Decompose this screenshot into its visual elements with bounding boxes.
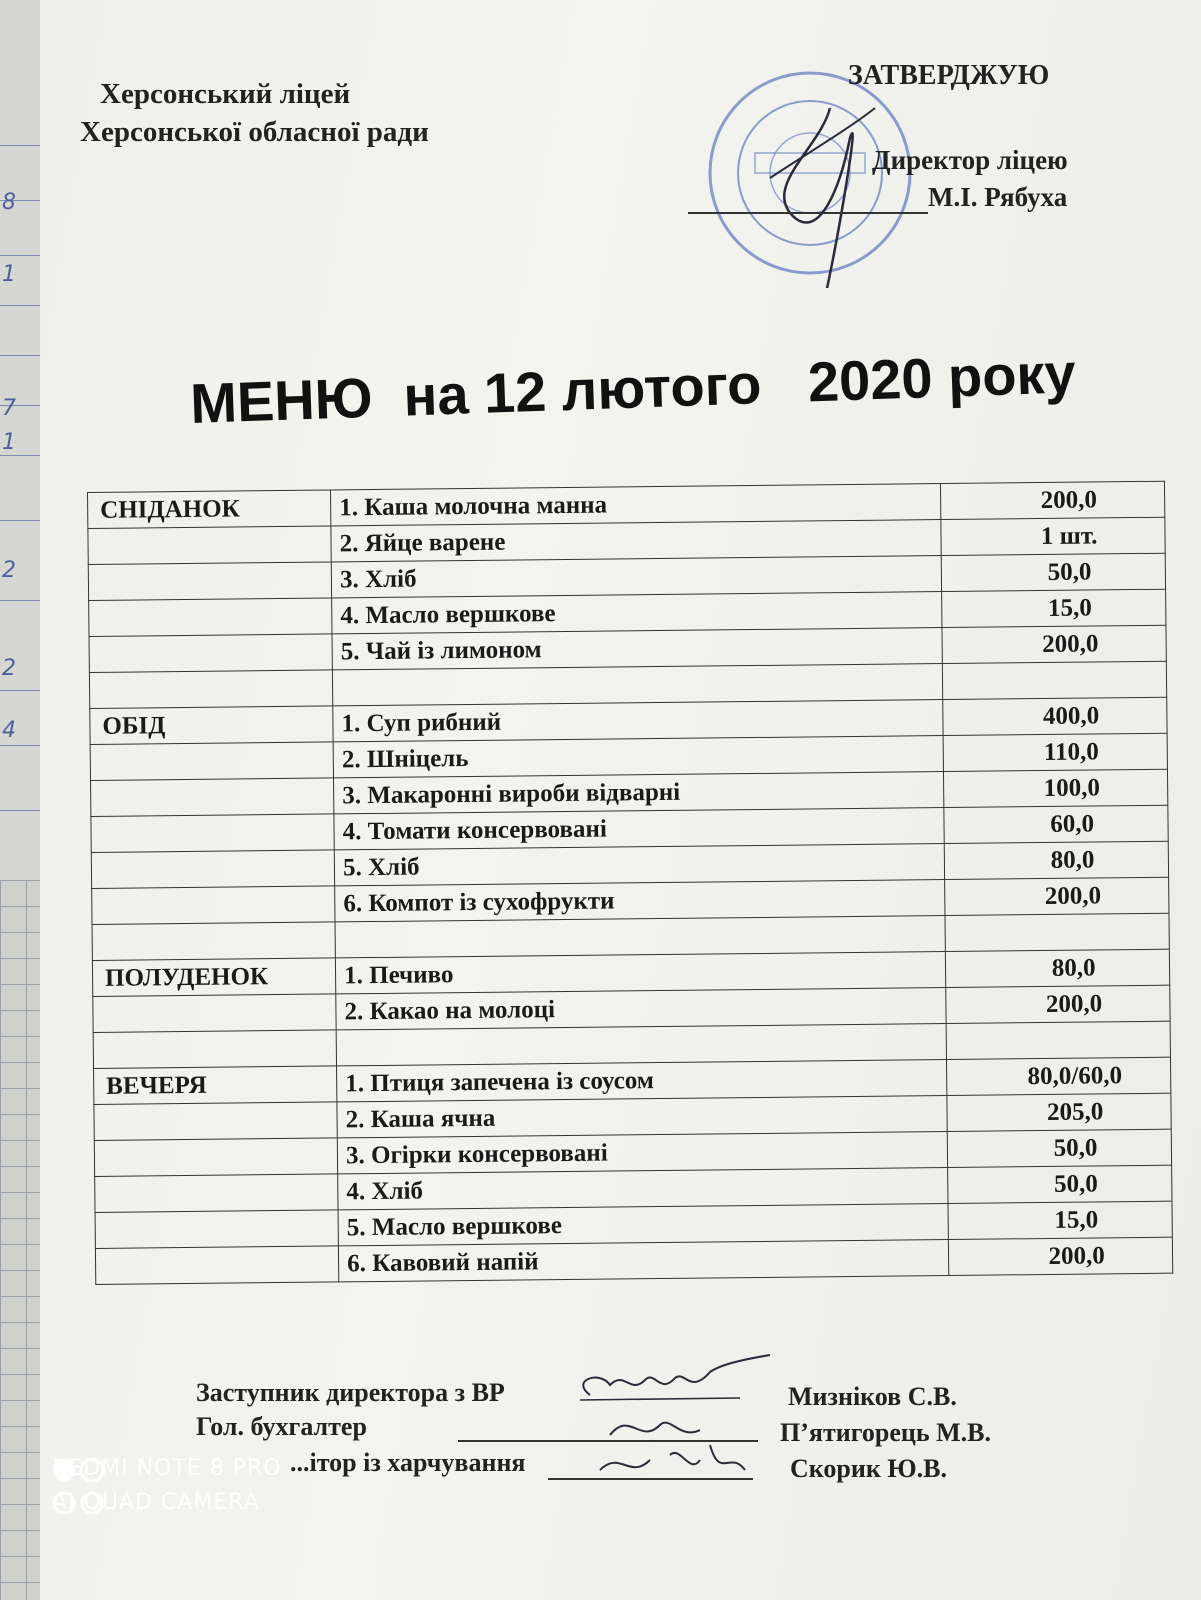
menu-section-cell — [89, 598, 332, 637]
menu-dish-cell: 5. Чай із лимоном — [332, 628, 943, 670]
deputy-name: Мизніков С.В. — [788, 1382, 957, 1411]
menu-table — [87, 481, 1173, 1285]
menu-dish-cell: 4. Хліб — [338, 1168, 949, 1210]
notebook-rule — [0, 455, 40, 456]
notebook-rule — [0, 255, 40, 256]
menu-dish-cell: 2. Шніцель — [333, 736, 944, 778]
menu-dish-cell: 2. Яйце варене — [331, 520, 942, 562]
camera-watermark-line1: REDMI NOTE 8 PRO — [52, 1456, 282, 1481]
handwritten-signatures — [570, 1350, 790, 1490]
camera-watermark-line2: AI QUAD CAMERA — [52, 1490, 260, 1515]
menu-qty-cell: 200,0 — [941, 481, 1165, 519]
menu-qty-cell — [943, 661, 1167, 699]
menu-dish-cell: 5. Хліб — [334, 844, 945, 886]
menu-dish-cell: 4. Томати консервовані — [334, 808, 945, 850]
school-name-line1: Херсонський ліцей — [100, 78, 351, 110]
menu-dish-cell: 3. Макаронні вироби відварні — [334, 772, 945, 814]
notebook-mark: 1 — [2, 262, 16, 287]
menu-section-cell — [95, 1246, 338, 1285]
menu-section-cell: СНІДАНОК — [88, 490, 331, 529]
notebook-mark: 2 — [2, 558, 16, 583]
menu-dish-cell: 3. Хліб — [331, 556, 942, 598]
menu-qty-cell: 200,0 — [945, 877, 1169, 915]
menu-section-cell — [94, 1102, 337, 1141]
menu-section-cell: ВЕЧЕРЯ — [94, 1066, 337, 1105]
nutrition-label: ...ітор із харчування — [290, 1448, 526, 1477]
menu-section-cell — [94, 1138, 337, 1177]
director-name: М.І. Рябуха — [928, 182, 1068, 212]
menu-section-cell — [89, 670, 332, 709]
notebook-rule — [0, 355, 40, 356]
approve-label: ЗАТВЕРДЖУЮ — [848, 60, 1050, 91]
notebook-mark: 8 — [2, 190, 16, 215]
notebook-rule — [0, 600, 40, 601]
notebook-rule — [0, 520, 40, 521]
menu-dish-cell: 1. Птиця запечена із соусом — [337, 1060, 948, 1102]
notebook-rule — [0, 305, 40, 306]
notebook-rule — [0, 745, 40, 746]
menu-section-cell — [95, 1210, 338, 1249]
menu-dish-cell: 1. Каша молочна манна — [331, 484, 942, 526]
menu-qty-cell: 100,0 — [944, 769, 1168, 807]
official-stamp — [700, 68, 930, 288]
menu-qty-cell: 110,0 — [943, 733, 1167, 771]
accountant-label: Гол. бухгалтер — [196, 1412, 367, 1441]
menu-section-cell — [91, 814, 334, 853]
notebook-rule — [0, 690, 40, 691]
menu-qty-cell: 80,0/60,0 — [947, 1057, 1171, 1095]
menu-section-cell — [92, 922, 335, 961]
menu-section-cell: ОБІД — [90, 706, 333, 745]
menu-qty-cell: 200,0 — [949, 1237, 1173, 1275]
menu-dish-cell: 3. Огірки консервовані — [337, 1132, 948, 1174]
menu-qty-cell — [945, 913, 1169, 951]
menu-section-cell — [95, 1174, 338, 1213]
school-name-line2: Херсонської обласної ради — [80, 116, 429, 148]
notebook-mark: 4 — [2, 718, 16, 743]
menu-qty-cell: 200,0 — [942, 625, 1166, 663]
director-title: Директор ліцею — [872, 145, 1068, 175]
menu-dish-cell: 2. Какао на молоці — [336, 988, 947, 1030]
menu-dish-cell: 1. Печиво — [335, 952, 946, 994]
menu-section-cell — [91, 778, 334, 817]
menu-qty-cell: 50,0 — [941, 553, 1165, 591]
menu-qty-cell — [946, 1021, 1170, 1059]
menu-dish-cell: 5. Масло вершкове — [338, 1204, 949, 1246]
deputy-label: Заступник директора з ВР — [196, 1378, 505, 1407]
menu-section-cell — [93, 994, 336, 1033]
page-title: МЕНЮ на 12 лютого 2020 року — [189, 341, 1077, 436]
director-signature-line — [688, 212, 928, 214]
menu-section-cell — [88, 562, 331, 601]
menu-section-cell — [92, 886, 335, 925]
notebook-rule — [0, 810, 40, 811]
menu-dish-cell: 6. Кавовий напій — [339, 1240, 950, 1282]
menu-qty-cell: 15,0 — [948, 1201, 1172, 1239]
menu-qty-cell: 15,0 — [942, 589, 1166, 627]
menu-dish-cell: 6. Компот із сухофрукти — [335, 880, 946, 922]
menu-section-cell — [91, 850, 334, 889]
menu-qty-cell: 80,0 — [944, 841, 1168, 879]
menu-qty-cell: 80,0 — [946, 949, 1170, 987]
menu-section-cell — [93, 1030, 336, 1069]
menu-section-cell — [90, 742, 333, 781]
notebook-mark: 2 — [2, 656, 16, 681]
menu-dish-cell: 1. Суп рибний — [333, 700, 944, 742]
accountant-name: П’ятигорець М.В. — [780, 1418, 991, 1447]
menu-section-cell — [88, 526, 331, 565]
menu-qty-cell: 1 шт. — [941, 517, 1165, 555]
menu-section-cell: ПОЛУДЕНОК — [92, 958, 335, 997]
menu-dish-cell: 4. Масло вершкове — [332, 592, 943, 634]
menu-dish-cell: 2. Каша ячна — [337, 1096, 948, 1138]
menu-section-cell — [89, 634, 332, 673]
notebook-mark: 1 — [2, 430, 16, 455]
notebook-mark: 7 — [2, 396, 16, 421]
nutrition-name: Скорик Ю.В. — [790, 1454, 947, 1483]
menu-qty-cell: 50,0 — [948, 1165, 1172, 1203]
menu-qty-cell: 205,0 — [947, 1093, 1171, 1131]
menu-qty-cell: 200,0 — [946, 985, 1170, 1023]
menu-qty-cell: 400,0 — [943, 697, 1167, 735]
notebook-rule — [0, 145, 40, 146]
menu-qty-cell: 60,0 — [944, 805, 1168, 843]
menu-qty-cell: 50,0 — [948, 1129, 1172, 1167]
